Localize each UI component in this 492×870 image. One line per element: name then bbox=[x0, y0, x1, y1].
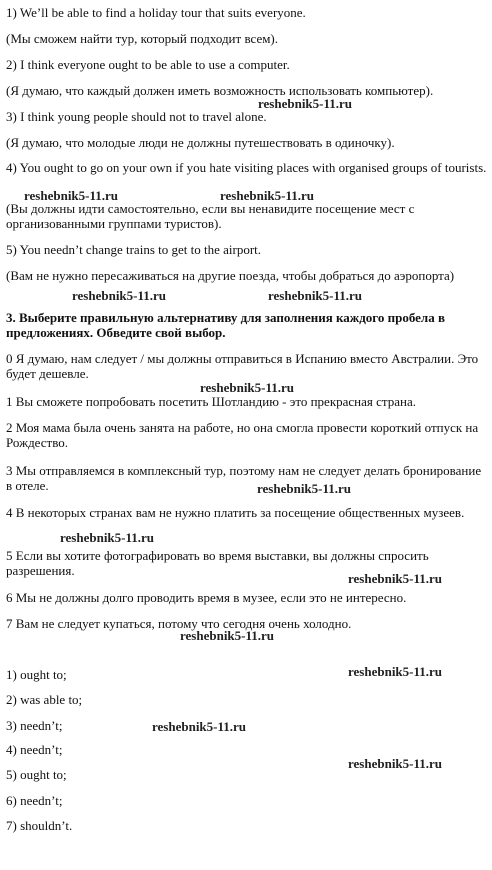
exercise-item-0: 0 Я думаю, нам следует / мы должны отправиться в Испанию вместо Австралии. Это будет дешевле. bbox=[6, 351, 479, 381]
exercise-item-7: 7 Вам не следует купаться, потому что сегодня очень холодно. bbox=[6, 616, 352, 631]
watermark: reshebnik5-11.ru bbox=[348, 756, 443, 771]
answer-3: 3) needn’t; bbox=[6, 718, 63, 733]
answer-1: 1) ought to; bbox=[6, 667, 67, 682]
sentence-1-ru: (Мы сможем найти тур, который подходит всем). bbox=[6, 31, 279, 46]
sentence-5-ru: (Вам не нужно пересаживаться на другие поезда, чтобы добраться до аэропорта) bbox=[6, 268, 455, 283]
sentence-3-en: 3) I think young people should not to travel alone. bbox=[6, 109, 267, 124]
sentence-2-en: 2) I think everyone ought to be able to use a computer. bbox=[6, 57, 290, 72]
watermark: reshebnik5-11.ru bbox=[268, 288, 363, 303]
watermark: reshebnik5-11.ru bbox=[24, 188, 119, 203]
answer-2: 2) was able to; bbox=[6, 692, 83, 707]
sentence-3-ru: (Я думаю, что молодые люди не должны путешествовать в одиночку). bbox=[6, 135, 395, 150]
watermark: reshebnik5-11.ru bbox=[220, 188, 315, 203]
exercise-item-1: 1 Вы сможете попробовать посетить Шотландию - это прекрасная страна. bbox=[6, 394, 416, 409]
watermark: reshebnik5-11.ru bbox=[72, 288, 167, 303]
sentence-4-en: 4) You ought to go on your own if you hate visiting places with organised groups of tourists. bbox=[6, 160, 487, 175]
exercise-item-4: 4 В некоторых странах вам не нужно платить за посещение общественных музеев. bbox=[6, 505, 465, 520]
answer-6: 6) needn’t; bbox=[6, 793, 63, 808]
watermark: reshebnik5-11.ru bbox=[348, 664, 443, 679]
exercise-item-6: 6 Мы не должны долго проводить время в музее, если это не интересно. bbox=[6, 590, 407, 605]
watermark: reshebnik5-11.ru bbox=[348, 571, 443, 586]
watermark: reshebnik5-11.ru bbox=[257, 481, 352, 496]
watermark: reshebnik5-11.ru bbox=[200, 380, 295, 395]
answer-4: 4) needn’t; bbox=[6, 742, 63, 757]
exercise-item-3: 3 Мы отправляемся в комплексный тур, поэтому нам не следует делать бронирование в отеле. bbox=[6, 463, 482, 493]
watermark: reshebnik5-11.ru bbox=[258, 96, 353, 111]
sentence-1-en: 1) We’ll be able to find a holiday tour that suits everyone. bbox=[6, 5, 306, 20]
answer-7: 7) shouldn’t. bbox=[6, 818, 73, 833]
sentence-4-ru: (Вы должны идти самостоятельно, если вы ненавидите посещение мест с организованными группами туристов). bbox=[6, 201, 415, 231]
exercise-item-2: 2 Моя мама была очень занята на работе, но она смогла провести короткий отпуск на Рождество. bbox=[6, 420, 479, 450]
watermark: reshebnik5-11.ru bbox=[152, 719, 247, 734]
answer-5: 5) ought to; bbox=[6, 767, 67, 782]
sentence-2-ru: (Я думаю, что каждый должен иметь возможность использовать компьютер). bbox=[6, 83, 434, 98]
exercise-3-heading: 3. Выберите правильную альтернативу для заполнения каждого пробела в предложениях. Обведите свой выбор. bbox=[6, 310, 445, 340]
exercise-item-5: 5 Если вы хотите фотографировать во время выставки, вы должны спросить разрешения. bbox=[6, 548, 429, 578]
watermark: reshebnik5-11.ru bbox=[60, 530, 155, 545]
watermark: reshebnik5-11.ru bbox=[180, 628, 275, 643]
sentence-5-en: 5) You needn’t change trains to get to the airport. bbox=[6, 242, 262, 257]
